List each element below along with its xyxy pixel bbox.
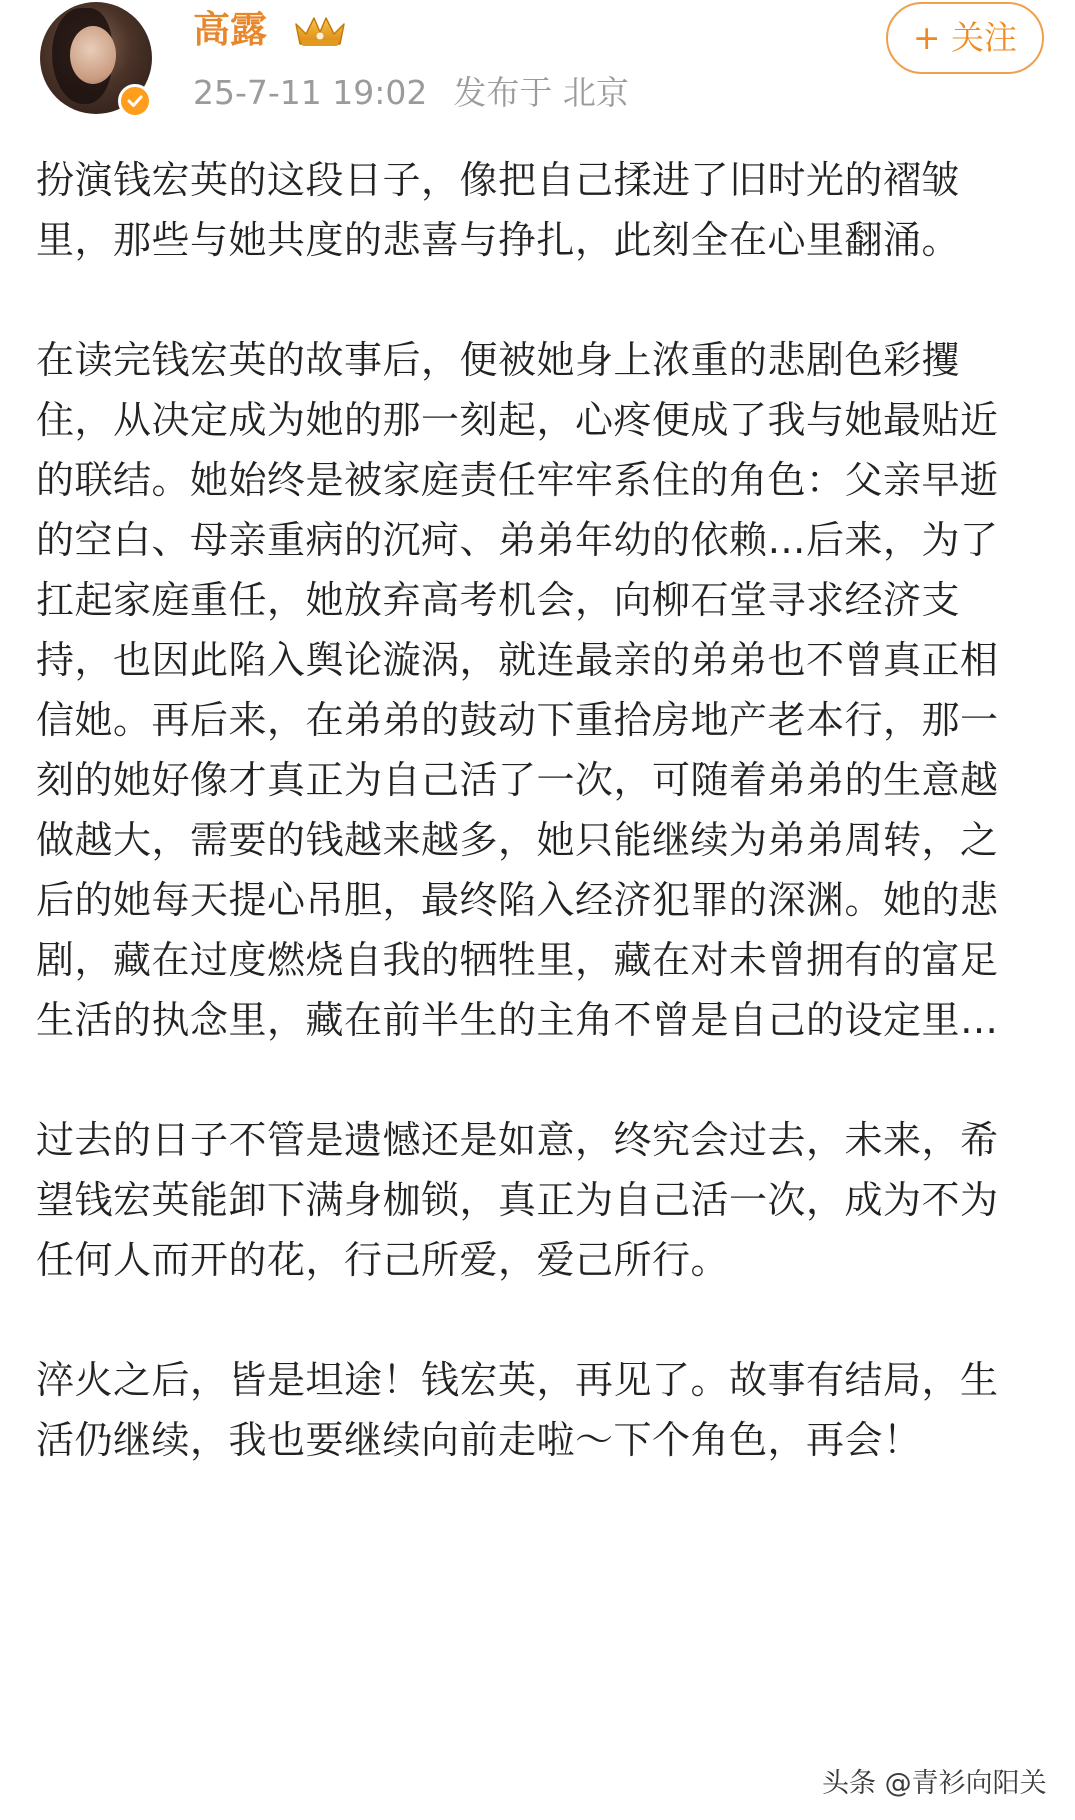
post-paragraph-2: 在读完钱宏英的故事后，便被她身上浓重的悲剧色彩攫住，从决定成为她的那一刻起，心疼便成了我与她最贴近的联结。她始终是被家庭责任牢牢系住的角色：父亲早逝的空白、母亲重病的沉疴、弟弟年幼的依赖…后来，为了扛起家庭重任，她放弃高考机会，向柳石堂寻求经济支持，也因此陷入舆论漩涡，就连最亲的弟弟也不曾真正相信她。再后来，在弟弟的鼓动下重拾房地产老本行，那一刻的她好像才真正为自己活了一次，可随着弟弟的生意越做越大，需要的钱越来越多，她只能继续为弟弟周转，之后的她每天提心吊胆，最终陷入经济犯罪的深渊。她的悲剧，藏在过度燃烧自我的牺牲里，藏在对未曾拥有的富足生活的执念里，藏在前半生的主角不曾是自己的设定里… <box>36 338 999 1042</box>
username[interactable]: 高露 <box>193 8 267 51</box>
post-paragraph-1: 扮演钱宏英的这段日子，像把自己揉进了旧时光的褶皱里，那些与她共度的悲喜与挣扎，此刻全在心里翻涌。 <box>36 158 961 262</box>
post-timestamp: 25-7-11 19:02 <box>193 73 428 112</box>
post-meta <box>193 72 629 114</box>
avatar-face <box>70 26 116 84</box>
source-watermark: 头条 @青衫向阳关 <box>822 1768 1047 1799</box>
checkmark-icon <box>127 93 143 109</box>
verified-badge-icon <box>118 84 152 118</box>
follow-button[interactable]: + 关注 <box>886 2 1044 74</box>
post-body <box>36 150 1036 1470</box>
crown-icon <box>292 14 348 50</box>
post-paragraph-4: 淬火之后，皆是坦途！钱宏英，再见了。故事有结局，生活仍继续，我也要继续向前走啦～下个角色，再会！ <box>36 1358 999 1462</box>
post-paragraph-3: 过去的日子不管是遗憾还是如意，终究会过去，未来，希望钱宏英能卸下满身枷锁，真正为自己活一次，成为不为任何人而开的花，行己所爱，爱己所行。 <box>36 1118 999 1282</box>
post-header <box>0 0 1075 135</box>
post-location: 发布于 北京 <box>453 73 629 112</box>
